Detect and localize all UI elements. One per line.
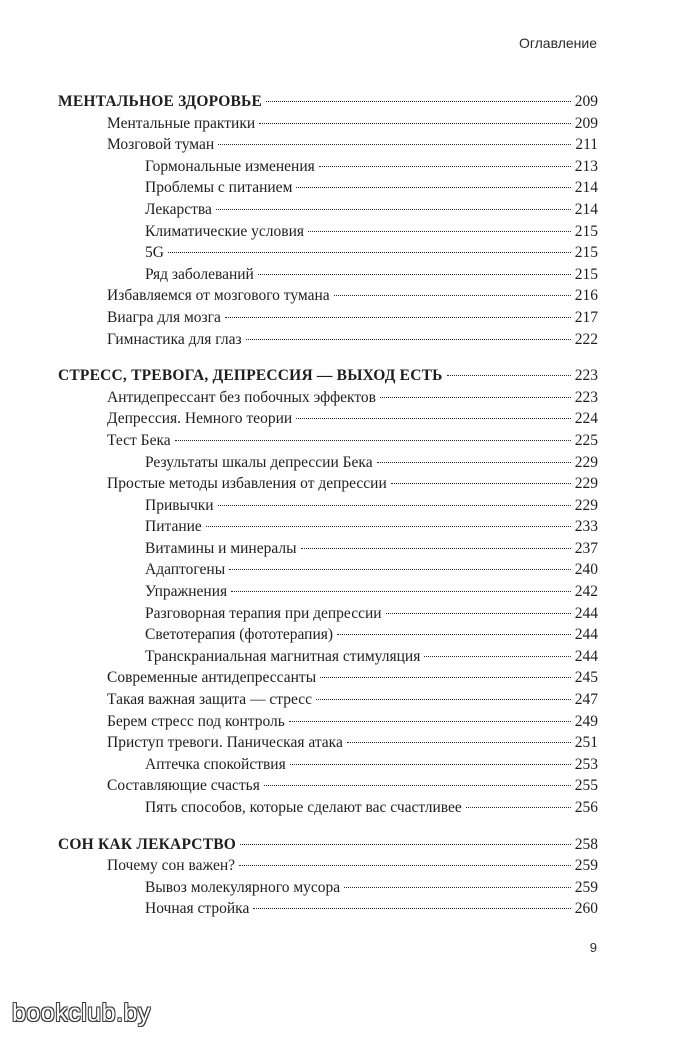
entry-page-number: 244 xyxy=(574,604,598,622)
section-spacer xyxy=(58,350,598,365)
toc-chapter xyxy=(58,365,598,387)
dot-leader xyxy=(218,504,571,506)
dot-leader xyxy=(319,165,571,167)
toc-subsection xyxy=(58,581,598,603)
entry-title: Вывоз молекулярного мусора xyxy=(145,878,341,896)
dot-leader xyxy=(264,784,571,786)
dot-leader xyxy=(424,655,570,657)
dot-leader xyxy=(347,741,571,743)
dot-leader xyxy=(289,720,571,722)
entry-page-number: 229 xyxy=(574,496,598,514)
entry-page-number: 229 xyxy=(574,453,598,471)
dot-leader xyxy=(391,482,571,484)
entry-title: Адаптогены xyxy=(145,561,226,579)
dot-leader xyxy=(239,864,571,866)
dot-leader xyxy=(240,843,571,845)
toc-section xyxy=(58,134,598,156)
entry-title: Транскраниальная магнитная стимуляция xyxy=(145,647,421,665)
entry-page-number: 251 xyxy=(574,734,598,752)
entry-title: Приступ тревоги. Паническая атака xyxy=(107,734,343,752)
toc-section xyxy=(58,775,598,797)
dot-leader xyxy=(168,251,571,253)
entry-page-number: 249 xyxy=(574,712,598,730)
entry-title: Пять способов, которые сделают вас счастливее xyxy=(145,799,462,816)
toc-subsection xyxy=(58,754,598,776)
toc-subsection xyxy=(58,221,598,243)
entry-page-number: 215 xyxy=(574,222,598,240)
toc-section xyxy=(58,285,598,307)
toc-section xyxy=(58,473,598,495)
entry-title: Депрессия. Немного теории xyxy=(107,410,293,428)
entry-page-number: 260 xyxy=(574,900,598,918)
toc-section xyxy=(58,387,598,409)
dot-leader xyxy=(225,316,571,318)
entry-title: Разговорная терапия при депрессии xyxy=(145,604,382,622)
dot-leader xyxy=(216,208,571,210)
entry-page-number: 247 xyxy=(574,691,598,709)
dot-leader xyxy=(377,461,571,463)
entry-title: Избавляемся от мозгового тумана xyxy=(107,287,330,305)
dot-leader xyxy=(316,698,571,700)
toc-subsection xyxy=(58,452,598,474)
entry-page-number: 259 xyxy=(574,878,598,896)
entry-title: Гимнастика для глаз xyxy=(107,330,242,348)
entry-title: 5G xyxy=(145,244,164,262)
entry-page-number: 253 xyxy=(574,755,598,773)
dot-leader xyxy=(447,374,571,376)
running-header: Оглавление xyxy=(518,35,597,51)
entry-page-number: 223 xyxy=(574,388,598,406)
toc-subsection xyxy=(58,495,598,517)
dot-leader xyxy=(334,294,571,296)
toc-subsection xyxy=(58,199,598,221)
watermark-logo: bookclub.by xyxy=(12,999,151,1027)
dot-leader xyxy=(296,417,571,419)
toc-subsection xyxy=(58,177,598,199)
entry-title: Такая важная защита — стресс xyxy=(107,691,312,709)
dot-leader xyxy=(386,612,571,614)
toc-subsection xyxy=(58,624,598,646)
entry-page-number: 256 xyxy=(574,799,598,816)
toc-section xyxy=(58,689,598,711)
entry-title: Проблемы с питанием xyxy=(145,179,293,197)
entry-title: Привычки xyxy=(145,496,214,514)
entry-page-number: 242 xyxy=(574,583,598,601)
entry-page-number: 255 xyxy=(574,777,598,795)
toc-subsection xyxy=(58,559,598,581)
entry-page-number: 244 xyxy=(574,647,598,665)
entry-title: Результаты шкалы депрессии Бека xyxy=(145,453,373,471)
entry-page-number: 214 xyxy=(574,200,598,218)
dot-leader xyxy=(218,143,571,145)
toc-subsection xyxy=(58,264,598,286)
entry-title: СОН КАК ЛЕКАРСТВО xyxy=(58,835,237,853)
entry-page-number: 225 xyxy=(574,431,598,449)
dot-leader xyxy=(380,396,571,398)
entry-title: Ночная стройка xyxy=(145,900,250,918)
entry-page-number: 240 xyxy=(574,561,598,579)
entry-page-number: 211 xyxy=(575,136,598,154)
entry-title: Тест Бека xyxy=(107,431,171,449)
dot-leader xyxy=(259,122,571,124)
entry-page-number: 214 xyxy=(574,179,598,197)
toc-section xyxy=(58,307,598,329)
entry-title: Мозговой туман xyxy=(107,136,215,154)
entry-title: Составляющие счастья xyxy=(107,777,260,795)
entry-page-number: 213 xyxy=(574,157,598,175)
dot-leader xyxy=(206,525,571,527)
dot-leader xyxy=(246,338,571,340)
entry-page-number: 224 xyxy=(574,410,598,428)
toc-subsection xyxy=(58,516,598,538)
toc-subsection xyxy=(58,242,598,264)
toc-section xyxy=(58,667,598,689)
dot-leader xyxy=(290,763,571,765)
dot-leader xyxy=(229,568,571,570)
toc-section xyxy=(58,408,598,430)
entry-page-number: 229 xyxy=(574,475,598,493)
toc-subsection xyxy=(58,898,598,920)
toc-chapter xyxy=(58,91,598,113)
dot-leader xyxy=(266,100,571,102)
toc-subsection xyxy=(58,538,598,560)
entry-page-number: 215 xyxy=(574,244,598,262)
entry-title: Светотерапия (фототерапия) xyxy=(145,626,334,644)
entry-page-number: 259 xyxy=(574,857,598,875)
dot-leader xyxy=(308,230,571,232)
entry-title: Антидепрессант без побочных эффектов xyxy=(107,388,376,406)
entry-title: Почему сон важен? xyxy=(107,857,236,875)
entry-title: Витамины и минералы xyxy=(145,539,297,557)
entry-title: Аптечка спокойствия xyxy=(145,755,286,773)
entry-title: МЕНТАЛЬНОЕ ЗДОРОВЬЕ xyxy=(58,93,263,110)
toc-section xyxy=(58,855,598,877)
dot-leader xyxy=(253,907,570,909)
entry-page-number: 216 xyxy=(574,287,598,305)
page-number: 9 xyxy=(589,940,597,955)
entry-page-number: 258 xyxy=(574,835,598,853)
dot-leader xyxy=(258,273,571,275)
entry-title: Питание xyxy=(145,518,202,536)
dot-leader xyxy=(337,633,571,635)
entry-page-number: 222 xyxy=(574,330,598,348)
entry-page-number: 217 xyxy=(574,308,598,326)
entry-title: Современные антидепрессанты xyxy=(107,669,317,687)
entry-page-number: 215 xyxy=(574,265,598,283)
dot-leader xyxy=(296,186,570,188)
toc-chapter xyxy=(58,834,598,856)
dot-leader xyxy=(301,547,571,549)
entry-page-number: 233 xyxy=(574,518,598,536)
toc-section xyxy=(58,430,598,452)
toc-section xyxy=(58,732,598,754)
toc-subsection xyxy=(58,877,598,899)
dot-leader xyxy=(344,886,571,888)
toc-section xyxy=(58,711,598,733)
dot-leader xyxy=(231,590,571,592)
entry-title: Простые методы избавления от депрессии xyxy=(107,475,387,493)
toc-section xyxy=(58,113,598,135)
toc-subsection xyxy=(58,797,598,819)
entry-title: Виагра для мозга xyxy=(107,308,221,326)
entry-page-number: 245 xyxy=(574,669,598,687)
entry-title: Ментальные практики xyxy=(107,114,256,132)
dot-leader xyxy=(466,806,571,808)
dot-leader xyxy=(175,439,571,441)
entry-page-number: 209 xyxy=(574,114,598,132)
entry-title: Ряд заболеваний xyxy=(145,265,254,283)
entry-title: Лекарства xyxy=(145,200,212,218)
entry-title: Климатические условия xyxy=(145,222,304,240)
table-of-contents xyxy=(58,91,598,920)
entry-title: Берем стресс под контроль xyxy=(107,712,285,730)
toc-subsection xyxy=(58,156,598,178)
toc-subsection xyxy=(58,646,598,668)
entry-page-number: 223 xyxy=(574,367,598,385)
entry-page-number: 244 xyxy=(574,626,598,644)
entry-title: СТРЕСС, ТРЕВОГА, ДЕПРЕССИЯ — ВЫХОД ЕСТЬ xyxy=(58,367,443,385)
entry-title: Упражнения xyxy=(145,583,228,601)
section-spacer xyxy=(58,819,598,834)
entry-page-number: 209 xyxy=(574,93,598,110)
dot-leader xyxy=(320,676,571,678)
entry-page-number: 237 xyxy=(574,539,598,557)
toc-section xyxy=(58,329,598,351)
toc-subsection xyxy=(58,603,598,625)
entry-title: Гормональные изменения xyxy=(145,157,315,175)
